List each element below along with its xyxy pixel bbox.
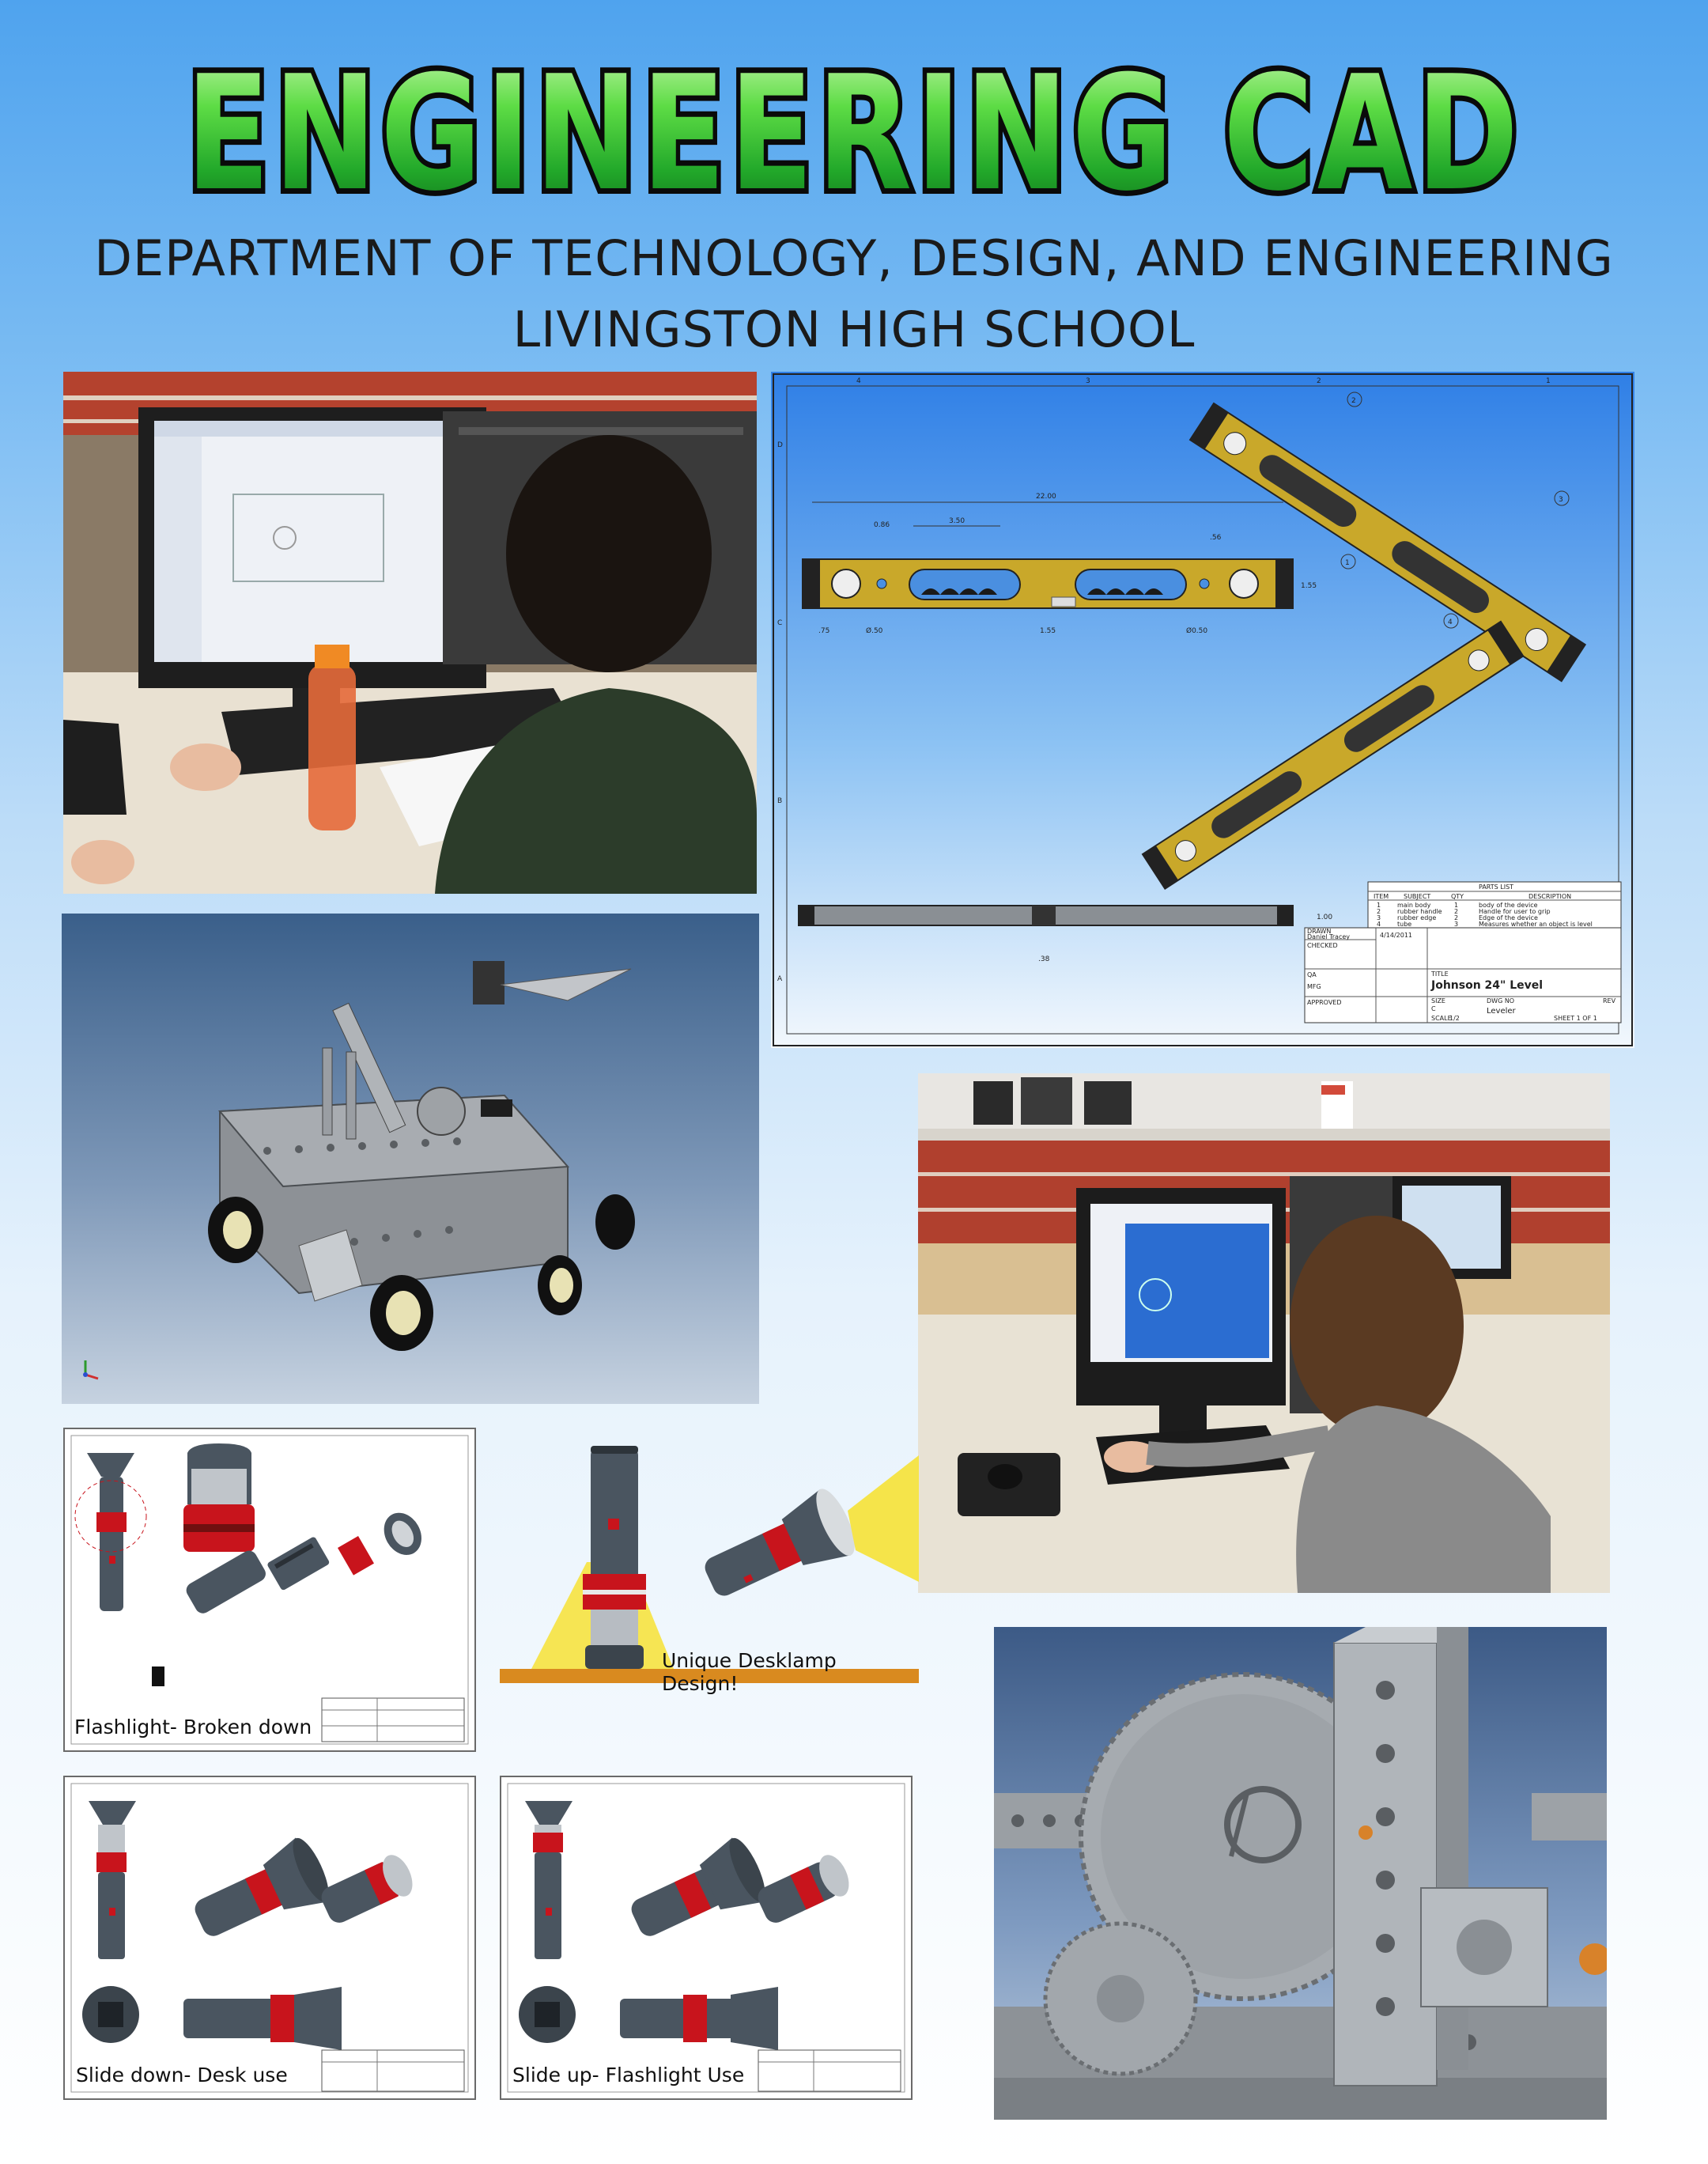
zone-d: D — [777, 441, 783, 449]
flashlight-assembled-icon — [75, 1453, 146, 1611]
parts-header-item: ITEM — [1374, 893, 1389, 900]
svg-text:main body: main body — [1397, 902, 1431, 909]
svg-text:1: 1 — [1377, 902, 1381, 909]
balloon-3: 3 — [1559, 496, 1563, 504]
svg-text:1: 1 — [1454, 902, 1459, 909]
sheet-size: C — [1431, 1005, 1436, 1012]
dim-end: .75 — [818, 627, 830, 635]
dim-height: 1.55 — [1301, 582, 1317, 590]
slide-up-caption: Slide up- Flashlight Use — [512, 2064, 745, 2086]
parts-list — [1368, 882, 1621, 928]
dim-small: .56 — [1210, 534, 1222, 542]
flashlight-head-detail — [183, 1443, 255, 1552]
svg-text:rubber edge: rubber edge — [1397, 914, 1437, 921]
dim-slot: 1.55 — [1040, 627, 1056, 635]
svg-text:MFG: MFG — [1307, 983, 1321, 990]
drawing-title: Johnson 24" Level — [1431, 979, 1544, 992]
svg-text:CHECKED: CHECKED — [1307, 942, 1338, 949]
dim-bottom: .38 — [1038, 955, 1050, 963]
parts-list-title: PARTS LIST — [1479, 883, 1514, 891]
svg-text:Measures whether an object is: Measures whether an object is level — [1479, 921, 1593, 928]
zone-c: C — [777, 619, 783, 627]
zone-b: B — [777, 797, 783, 805]
svg-text:SCALE: SCALE — [1431, 1015, 1452, 1022]
svg-text:DRAWN: DRAWN — [1307, 928, 1332, 935]
slide-down-panel — [63, 1776, 476, 2100]
parts-header-qty: QTY — [1451, 893, 1464, 900]
dim-offset: 0.86 — [874, 521, 890, 529]
svg-text:Handle for user to grip: Handle for user to grip — [1479, 908, 1551, 915]
dim-overall: 22.00 — [1036, 493, 1056, 501]
parts-header-subject: SUBJECT — [1404, 893, 1431, 900]
svg-text:DWG NO: DWG NO — [1487, 997, 1515, 1004]
title-block — [1305, 928, 1621, 1023]
drawn-by: Daniel Tracey — [1307, 933, 1350, 940]
parts-header-description: DESCRIPTION — [1529, 893, 1572, 900]
student-photo-2 — [918, 1073, 1610, 1593]
zone-3: 3 — [1086, 377, 1090, 385]
dim-hole-spacing: 3.50 — [949, 517, 965, 525]
svg-text:SIZE: SIZE — [1431, 997, 1445, 1004]
level-cad-drawing — [771, 372, 1634, 1048]
flashlight-broken-down-panel — [63, 1428, 476, 1752]
desklamp-caption: Unique Desklamp Design! — [662, 1649, 837, 1695]
slide-down-caption: Slide down- Desk use — [76, 2064, 288, 2086]
student-photo-1 — [63, 372, 757, 894]
svg-text:TITLE: TITLE — [1431, 970, 1449, 978]
svg-text:APPROVED: APPROVED — [1307, 999, 1342, 1006]
svg-text:REV: REV — [1603, 997, 1616, 1004]
robot-cad-render — [62, 914, 759, 1404]
svg-text:3: 3 — [1377, 914, 1381, 921]
zone-4: 4 — [856, 377, 861, 385]
slide-up-panel — [500, 1776, 913, 2100]
svg-text:Edge of the device: Edge of the device — [1479, 914, 1538, 921]
svg-text:3: 3 — [1454, 921, 1459, 928]
svg-text:2: 2 — [1377, 908, 1381, 915]
svg-text:2: 2 — [1454, 914, 1459, 921]
svg-text:rubber handle: rubber handle — [1397, 908, 1442, 915]
desklamp-illustration — [500, 1424, 919, 1724]
poster-title — [0, 40, 1708, 221]
sheet-number: SHEET 1 OF 1 — [1554, 1015, 1597, 1022]
school-subtitle: LIVINGSTON HIGH SCHOOL — [512, 301, 1196, 358]
dim-left-dia: Ø.50 — [866, 627, 883, 635]
drawing-scale: 1/2 — [1449, 1015, 1460, 1022]
svg-text:tube: tube — [1397, 921, 1412, 928]
svg-text:2: 2 — [1454, 908, 1459, 915]
svg-text:4: 4 — [1377, 921, 1381, 928]
drawing-date: 4/14/2011 — [1380, 932, 1413, 939]
dim-right-dia: Ø0.50 — [1186, 627, 1208, 635]
dwg-number: Leveler — [1487, 1007, 1516, 1016]
zone-a: A — [777, 975, 783, 983]
svg-text:body of the device: body of the device — [1479, 902, 1538, 909]
poster-title-text: ENGINEERING CAD — [186, 42, 1522, 221]
balloon-2: 2 — [1351, 397, 1356, 405]
dim-side-height: 1.00 — [1317, 914, 1333, 921]
department-subtitle: DEPARTMENT OF TECHNOLOGY, DESIGN, AND ENGINEERING — [94, 229, 1614, 287]
svg-text:QA: QA — [1307, 971, 1317, 978]
zone-1: 1 — [1546, 377, 1551, 385]
gear-cad-closeup — [994, 1627, 1607, 2120]
zone-2: 2 — [1317, 377, 1321, 385]
flashlight-broken-caption: Flashlight- Broken down — [74, 1716, 312, 1738]
balloon-4: 4 — [1448, 619, 1453, 626]
balloon-1: 1 — [1345, 559, 1350, 567]
